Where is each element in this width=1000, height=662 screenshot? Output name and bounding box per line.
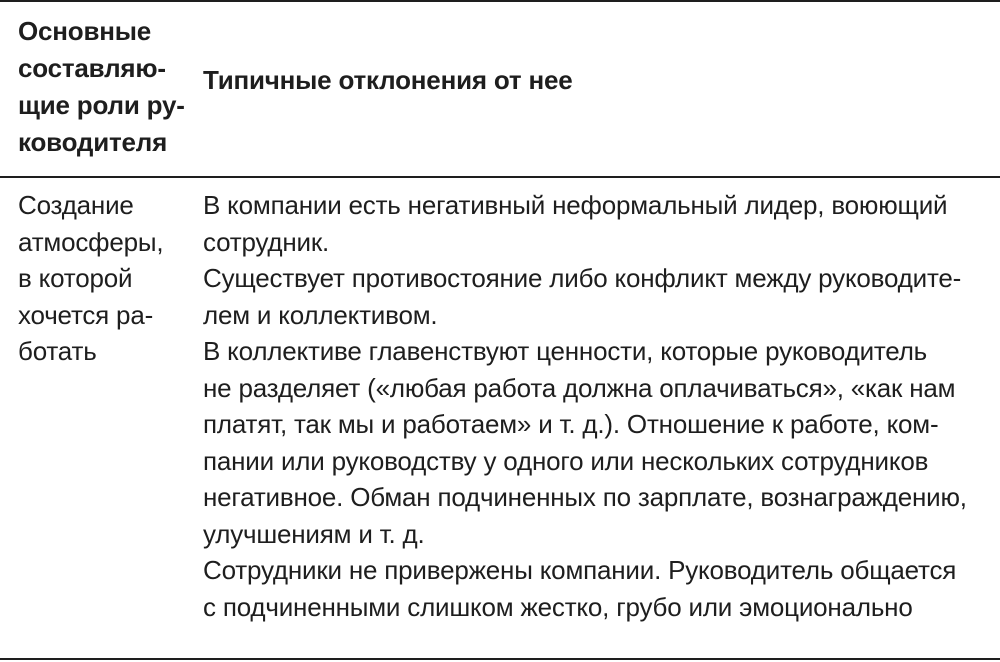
- deviation-line: сотрудник.: [203, 226, 330, 257]
- deviation-line: с подчиненными слишком жестко, грубо или эмоционально: [203, 591, 913, 622]
- header-roles-line: Основные: [18, 16, 152, 46]
- deviation-line: не разделяет («любая работа должна оплачиваться», «как нам: [203, 372, 956, 403]
- role-line: в которой: [18, 263, 133, 293]
- table-top-rule: [0, 0, 1000, 2]
- role-line: хочется ра-: [18, 299, 154, 330]
- header-roles-line: составляю-: [18, 53, 166, 83]
- header-deviations-column: [203, 62, 572, 99]
- deviation-line: пании или руководству у одного или нескольких сотрудников: [203, 445, 929, 476]
- row-deviations-cell: [203, 187, 967, 625]
- deviation-line: лем и коллективом.: [203, 299, 438, 330]
- header-roles-column: [18, 13, 185, 161]
- table-bottom-rule: [0, 658, 1000, 660]
- deviation-line: Существует противостояние либо конфликт между руководите-: [203, 263, 962, 293]
- role-line: ботать: [18, 336, 97, 366]
- deviation-line: В коллективе главенствуют ценности, которые руководитель: [203, 336, 928, 366]
- header-roles-line: ководителя: [18, 127, 168, 157]
- row-role-cell: [18, 187, 163, 370]
- deviation-line: улучшениям и т. д.: [203, 518, 425, 549]
- deviation-line: Сотрудники не привержены компании. Руководитель общается: [203, 555, 957, 585]
- role-line: Создание: [18, 190, 134, 220]
- deviation-line: В компании есть негативный неформальный лидер, воюющий: [203, 190, 948, 220]
- deviation-line: негативное. Обман подчиненных по зарплате, вознаграждению,: [203, 482, 967, 512]
- header-roles-line: щие роли ру-: [18, 90, 185, 120]
- role-line: атмосферы,: [18, 226, 164, 257]
- header-deviations-text: Типичные отклонения от нее: [203, 65, 573, 95]
- deviation-line: платят, так мы и работаем» и т. д.). Отношение к работе, ком-: [203, 409, 939, 439]
- header-separator-rule: [0, 176, 1000, 178]
